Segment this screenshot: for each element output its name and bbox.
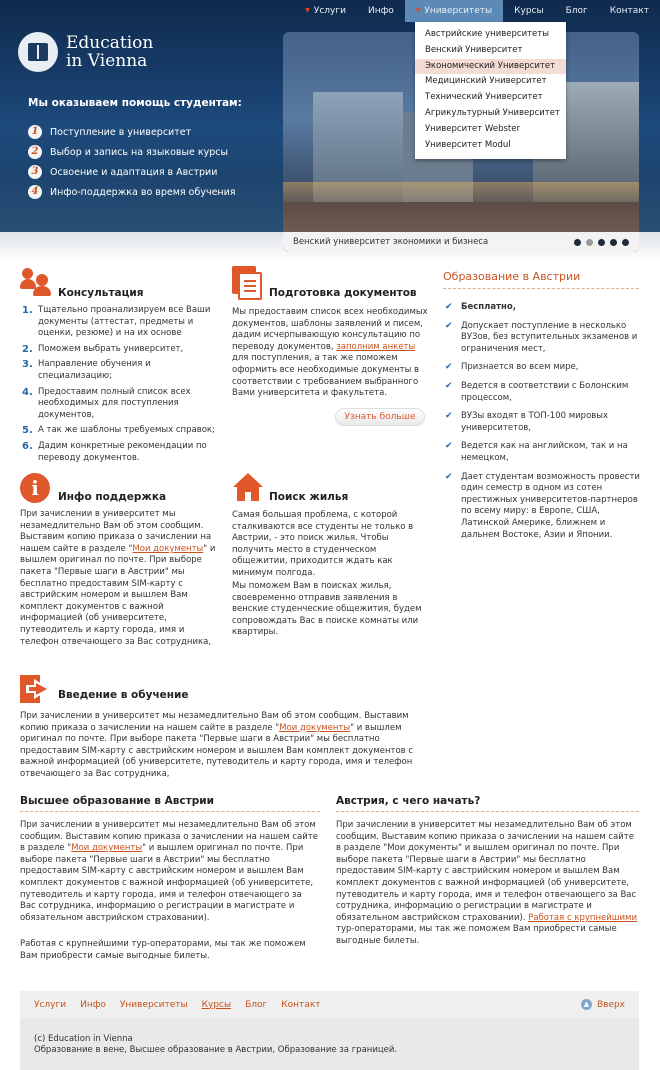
slider-dot[interactable] xyxy=(622,239,629,246)
footer-link-universities[interactable]: Университеты xyxy=(119,999,188,1010)
step-number: 1 xyxy=(28,125,42,139)
step-number: 4 xyxy=(28,185,42,199)
footer-link-courses[interactable]: Курсы xyxy=(201,999,232,1010)
nav-item-info[interactable]: Инфо xyxy=(367,6,394,16)
info-support-text: При зачислении в университет мы незамедлительно Вам об этом сообщим. Выставим копию приказа о зачислении на нашем сайте в разделе "Мои документы" и вышлем оригинал по почте. При выборе пакета "Первые шаги в Австрии" мы бесплатно предоставим SIM-карту с австрийским номером и вышлем Вам комплект документов с важной информацией (об университете, путеводитель и карту города, имя и телефон отвечающего за Вас сотрудника, xyxy=(20,509,216,647)
check-icon: ✔ xyxy=(445,411,453,422)
slider-dot[interactable] xyxy=(610,239,617,246)
tour-operators-link[interactable]: Работая с крупнейшими xyxy=(528,912,637,923)
housing-text: Самая большая проблема, с которой сталкиваются все студенты не только в Австрии, - это поиск жилья. Чтобы получить место в студенческом общежитии, приходится ждать как минимум полгода. xyxy=(232,510,414,578)
footer-copyright: (c) Education in Vienna Образование в вене, Высшее образование в Австрии, Образование за границей. xyxy=(34,1034,398,1055)
logo-text: Education in Vienna xyxy=(66,33,154,71)
documents-title: Подготовка документов xyxy=(269,287,417,299)
triangle-down-icon: ▼ xyxy=(305,7,310,14)
documents-text: Мы предоставим список всех необходимых документов, шаблоны заявлений и писем, дадим исчерпывающую консультацию по переводу документов, заполним анкеты для поступления, а так же поможем оформить все необходимые документы в соответствии с требованием выбранного Вами университета и факультета. xyxy=(232,307,428,399)
check-icon: ✔ xyxy=(445,471,453,482)
list-item: ✔ ВУЗы входят в ТОП-100 мировых университетов, xyxy=(445,411,609,433)
slider-dot[interactable] xyxy=(574,239,581,246)
list-item: 3. Направление обучения и специализацию; xyxy=(22,359,151,381)
help-title: Мы оказываем помощь студентам: xyxy=(28,97,242,109)
higher-education-text-2: Работая с крупнейшими тур-операторами, мы так же поможем Вам приобрести самые выгодные билеты. xyxy=(20,939,306,961)
austria-benefits-list xyxy=(445,302,640,548)
nav-item-services[interactable]: ▼ Услуги xyxy=(305,6,346,16)
my-documents-link[interactable]: Мои документы xyxy=(132,543,204,554)
help-item: 3 Освоение и адаптация в Австрии xyxy=(28,162,236,182)
intro-text: При зачислении в университет мы незамедлительно Вам об этом сообщим. Выставим копию приказа о зачислении на нашем сайте в разделе "Мои документы" и вышлем оригинал по почте. При выборе пакета "Первые шаги в Австрии" мы бесплатно предоставим SIM-карту с австрийским номером и вышлем Вам комплект документов с важной информацией (об университете, путеводитель и карту города, имя и телефон отвечающего за Вас сотрудника, xyxy=(20,711,414,779)
slider-dot-active[interactable] xyxy=(586,239,593,246)
enter-arrow-icon xyxy=(20,675,52,703)
help-item: 1 Поступление в университет xyxy=(28,122,236,142)
check-icon: ✔ xyxy=(445,320,453,331)
where-to-start-text: При зачислении в университет мы незамедлительно Вам об этом сообщим. Выставим копию приказа о зачислении на нашем сайте в разделе "Мои документы" и вышлем оригинал по почте. При выборе пакета "Первые шаги в Австрии" мы бесплатно предоставим SIM-карту с австрийским номером и вышлем Вам комплект документов с важной информацией (об университете, путеводитель и карту города, имя и телефон отвечающего за Вас сотрудника, информацию о регистрации в магистрате и обязательном австрийском страховании). Работая с крупнейшими тур-операторами, мы так же поможем Вам приобрести самые выгодные билеты. xyxy=(336,820,637,946)
housing-title: Поиск жилья xyxy=(269,491,349,503)
footer-link-contact[interactable]: Контакт xyxy=(281,999,321,1010)
dropdown-item[interactable]: Австрийские университеты xyxy=(425,29,549,39)
sidebar-title: Образование в Австрии xyxy=(443,270,581,283)
info-support-title: Инфо поддержка xyxy=(58,491,167,503)
housing-text-2: Мы поможем Вам в поисках жилья, своевременно отправив заявления в венские студенческие общежития, будем сопровождать Вас в поиске комнаты или квартиры. xyxy=(232,581,422,638)
higher-education-title: Высшее образование в Австрии xyxy=(20,795,214,807)
arrow-up-icon: ▲ xyxy=(581,999,592,1010)
divider xyxy=(443,288,639,289)
consultation-list xyxy=(22,305,222,468)
help-item: 4 Инфо-поддержка во время обучения xyxy=(28,182,236,202)
list-item: 2. Поможем выбрать университет, xyxy=(22,343,184,355)
site-logo[interactable] xyxy=(18,32,153,72)
triangle-down-icon: ▼ xyxy=(415,7,421,14)
book-icon xyxy=(18,32,58,72)
dropdown-item[interactable]: Венский Университет xyxy=(425,44,523,55)
my-documents-link[interactable]: Мои документы xyxy=(279,722,351,733)
list-item: ✔ Бесплатно, xyxy=(445,302,516,312)
list-item: 4. Предоставим полный список всех необходимых для поступления документов, xyxy=(22,386,191,420)
list-item: ✔ Ведется в соответствии с Болонским процессом, xyxy=(445,380,629,403)
list-item: ✔ Ведется как на английском, так и на немецком, xyxy=(445,441,628,463)
footer-link-services[interactable]: Услуги xyxy=(34,999,67,1010)
my-documents-link[interactable]: Мои документы xyxy=(71,843,143,854)
slider-caption-bar xyxy=(283,232,639,252)
list-item: ✔ Признается во всем мире, xyxy=(445,362,579,373)
where-to-start-title: Австрия, с чего начать? xyxy=(336,795,481,807)
list-item: ✔ Дает студентам возможность провести один семестр в одном из сотен престижных университетов-партнеров по всему миру: в Европе, США, Латинской Америке, ближнем и дальнем Востоке, Азии и Японии. xyxy=(445,471,640,540)
consultation-title: Консультация xyxy=(58,287,144,299)
dropdown-item[interactable]: Медицинский Университет xyxy=(425,76,547,87)
people-icon xyxy=(20,266,54,296)
dropdown-item[interactable]: Технический Университет xyxy=(425,92,543,103)
back-to-top-link[interactable]: ▲ Вверх xyxy=(581,999,625,1010)
footer-link-info[interactable]: Инфо xyxy=(80,999,106,1010)
check-icon: ✔ xyxy=(445,302,453,312)
divider xyxy=(336,811,639,812)
learn-more-button[interactable]: Узнать больше xyxy=(335,408,425,426)
help-list xyxy=(28,122,236,202)
dropdown-item-highlighted[interactable]: Экономический Университет xyxy=(415,59,566,75)
house-icon xyxy=(232,472,264,502)
footer-navigation xyxy=(20,991,639,1018)
slider-dots xyxy=(574,239,629,246)
dropdown-item[interactable]: Университет Webster xyxy=(425,123,520,134)
list-item: ✔ Допускает поступление в несколько ВУЗов, без вступительных экзаменов и ограничения мест, xyxy=(445,320,638,354)
check-icon: ✔ xyxy=(445,441,453,452)
intro-title: Введение в обучение xyxy=(58,689,189,701)
list-item: 6. Дадим конкретные рекомендации по переводу документов. xyxy=(22,440,207,463)
step-number: 2 xyxy=(28,145,42,159)
check-icon: ✔ xyxy=(445,380,453,391)
help-item: 2 Выбор и запись на языковые курсы xyxy=(28,142,236,162)
check-icon: ✔ xyxy=(445,362,453,373)
nav-item-universities[interactable]: ▼ Университеты xyxy=(405,0,503,22)
documents-icon xyxy=(232,266,264,302)
nav-item-blog[interactable]: Блог xyxy=(565,6,588,16)
list-item: 5. А так же шаблоны требуемых справок; xyxy=(22,425,215,437)
universities-dropdown xyxy=(415,22,566,159)
list-item: 1. Тщательно проанализируем все Ваши документы (аттестат, предметы и оценки, резюме) и на их основе xyxy=(22,305,211,339)
slider-dot[interactable] xyxy=(598,239,605,246)
slider-caption: Венский университет экономики и бизнеса xyxy=(293,237,489,247)
top-navigation xyxy=(294,0,660,22)
divider xyxy=(20,811,320,812)
footer-link-blog[interactable]: Блог xyxy=(245,999,268,1010)
nav-item-contact[interactable]: Контакт xyxy=(609,6,649,16)
info-icon: i xyxy=(20,473,50,503)
fill-forms-link[interactable]: заполним анкеты xyxy=(336,341,416,352)
dropdown-item[interactable]: Университет Modul xyxy=(425,139,511,150)
higher-education-text: При зачислении в университет мы незамедлительно Вам об этом сообщим. Выставим копию приказа о зачислении на нашем сайте в разделе "Мои документы" и вышлем оригинал по почте. При выборе пакета "Первые шаги в Австрии" мы бесплатно предоставим SIM-карту с австрийским номером и вышлем Вам комплект документов с важной информацией (об университете, путеводитель и карту города, имя и телефон отвечающего за Вас сотрудника, информацию о регистрации в магистрате и обязательном австрийском страховании). xyxy=(20,820,318,923)
nav-item-courses[interactable]: Курсы xyxy=(514,6,544,16)
step-number: 3 xyxy=(28,165,42,179)
dropdown-item[interactable]: Агрикультурный Университет xyxy=(425,107,560,118)
footer xyxy=(20,991,639,1070)
